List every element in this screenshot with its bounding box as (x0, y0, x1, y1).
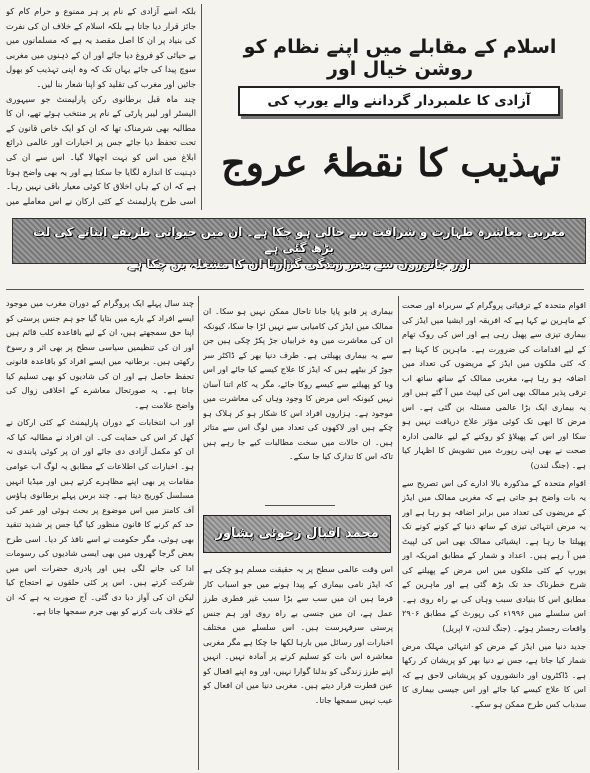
paragraph: چند ماہ قبل برطانوی رکن پارلیمنٹ جو سیہوری الیسٹر اور لیبر پارٹی کے نام پر منتخب ہوئے تھے، ان کا مطالبہ بھی شرمناک تھا کہ ان کو ایک خاص قانون کے تحت تحفظ دیا جائے جس پر اخبارات اور عالمی ذرائع ابلاغ میں اس کو بہت اچھالا گیا۔ اس سے ان کی ذہنیت کا اندازہ لگایا جا سکتا ہے اور یہ بھی واضح ہوتا ہے کہ ان کے ہاں اخلاق کا کوئی معیار باقی نہیں رہا۔ اسی طرح پارلیمنٹ کے کئی ارکان نے اس معاملے میں (6, 93, 196, 206)
headline-line1: اسلام کے مقابلے میں اپنے نظام کو روشن خیال اور (243, 36, 557, 80)
paragraph: اقوام متحدہ کے مذکورہ بالا ادارے کی اس تصریح سے یہ بات واضح ہو جاتی ہے کہ مغربی ممالک میں ایڈز کے مریضوں کی تعداد میں برابر اضافہ ہو رہا ہے اور یہ مرض انتہائی تیزی کے ساتھ دنیا کے کونے کونے تک پھیلتا جا رہا ہے۔ ایشیائی ممالک بھی اس کی لپیٹ میں آ رہے ہیں۔ اعداد و شمار کے مطابق امریکہ اور یورپ کے کئی ملکوں میں اس مرض کے پھیلنے کی شرح خطرناک حد تک بڑھ گئی ہے اور ماہرین کے مطابق اس کا بنیادی سبب وہاں کی بے راہ روی ہے۔ اس سلسلے میں ۱۹۹۶ء کی رپورٹ کے مطابق ۲۹۰۶ واقعات رجسٹر ہوئے۔ (جنگ لندن، ۷ اپریل) (402, 477, 586, 634)
paragraph: اور اب انتخابات کے دوران پارلیمنٹ کے کئی ارکان نے کھل کر اس کی حمایت کی۔ ان افراد نے مطالبہ کیا کہ ان کو مکمل آزادی دی جائے اور ان پر کوئی پابندی نہ ہو۔ اخبارات کی اطلاعات کے مطابق یہ لوگ اب عوامی مقامات پر بھی اپنے مظاہرے کرتے ہیں اور میڈیا انہیں مسلسل کوریج دیتا ہے۔ چند برس پہلے برطانوی ہاؤس آف کامنز میں اس موضوع پر بحث ہوئی اور عمر کی حد کم کرنے کا قانون منظور کیا گیا جس پر شدید تنقید بھی ہوئی، مگر حکومت نے اسے نافذ کر دیا۔ اسی طرح بعض گرجا گھروں میں بھی ایسی شادیوں کی رسومات ادا کی جانے لگی ہیں اور پادری حضرات اس میں شرکت کرتے ہیں۔ اس پر کئی حلقوں نے احتجاج کیا لیکن ان کی آواز دبا دی گئی۔ آج صورت یہ ہے کہ ان کے خلاف بات کرنے کو بھی جرم سمجھا جاتا ہے۔ (6, 417, 194, 617)
middle-column (203, 304, 393, 506)
paragraph: اس وقت عالمی سطح پر یہ حقیقت مسلم ہو چکی ہے کہ ایڈز نامی بیماری کے پیدا ہونے میں جو اسباب کار فرما ہیں ان میں سب سے بڑا سبب غیر فطری طرز عمل ہے، ان میں جنسی بے راہ روی اور ہم جنس پرستی سرفہرست ہیں۔ اس سلسلے میں مختلف اخبارات اور رسائل میں بارہا لکھا جا چکا ہے مگر مغربی معاشرہ اس بات کو تسلیم کرنے پر آمادہ نہیں۔ انہیں اپنے طرز زندگی کو بدلنا گوارا نہیں، اور وہ اپنے افعال کو عین فطرت قرار دیتے ہیں۔ مغربی دنیا میں ان افعال کو عیب نہیں سمجھا جاتا۔ (203, 564, 393, 705)
left-column (6, 296, 194, 770)
headline-main: تہذیب کا نقطۂ عروج (221, 140, 561, 185)
right-column (402, 298, 586, 770)
paragraph: جدید دنیا میں ایڈز کے مرض کو انتہائی مہلک مرض شمار کیا جاتا ہے، جس نے دنیا بھر کو پریشان کر رکھا ہے۔ ڈاکٹروں اور دانشوروں کو پریشانی لاحق ہے کہ اس کا علاج کیسے کیا جائے اور اس جیسی بیماری کا سدباب کس طرح ممکن ہو سکے۔ (402, 640, 586, 709)
byline-box (203, 515, 391, 553)
paragraph: بلکہ اسے آزادی کے نام پر ہر ممنوع و حرام کام کو جائز قرار دیا جاتا ہے بلکہ اسلام کے خلاف ان کی نفرت کی بنیاد پر ان کا اصل مقصد یہ ہے کہ مسلمانوں میں بے حیائی کو فروغ دیا جائے اور ان کے ذہنوں میں مغربی سوچ پیدا کی جائے یہاں تک کہ وہ اپنی تہذیب کو بھول جائیں اور مغرب کی تقلید کو اپنا شعار بنا لیں۔ (6, 6, 196, 89)
headline-line2: آزادی کا علمبردار گرداننے والے یورپ کی (238, 86, 560, 116)
paragraph: چند سال پہلے ایک پروگرام کے دوران مغرب میں موجود ایسے افراد کے بارے میں بتایا گیا جو ہم جنس پرستی کو اپنا حق سمجھتے ہیں، ان کے لیے باقاعدہ کلب قائم ہیں اور ان کی تنظیمیں سیاسی سطح پر بھی اثر و رسوخ رکھتی ہیں۔ برطانیہ میں ایسے افراد کو باقاعدہ قانونی تحفظ حاصل ہے اور ان کی شادیوں کو بھی تسلیم کیا جاتا ہے۔ یہ صورتحال معاشرے کے اخلاقی زوال کی واضح علامت ہے۔ (6, 298, 194, 410)
byline: محمد اقبال زخوئی پشاور (215, 526, 379, 541)
paragraph: بیماری پر قابو پایا جانا تاحال ممکن نہیں ہو سکا۔ ان ممالک میں ایڈز کی کامیابی سے نہیں لڑا جا سکا، کیونکہ ان کی معاشرت میں وہ خرابیاں جڑ پکڑ چکی ہیں جن سے یہ بیماری پھیلتی ہے۔ طرف دنیا بھر کے ڈاکٹر سر جوڑ کر بیٹھے ہیں کہ ایڈز کا علاج کیسے کیا جائے اور اس وبا کو پھیلنے سے کیسے روکا جائے، مگر یہ کام اتنا آسان نہیں کیونکہ اس مرض کا وجود وہاں کی معاشرت میں موجود ہے۔ ہزاروں افراد اس کا شکار ہو کر ہلاک ہو چکے ہیں اور لاکھوں کی تعداد میں لوگ اس سے متاثر ہیں۔ ان حالات میں سخت مطالبات کیے جا رہے ہیں تاکہ اس کا تدارک کیا جا سکے۔ (203, 306, 393, 462)
separator (265, 505, 335, 506)
banner (12, 218, 586, 271)
column-divider (398, 296, 399, 770)
banner-line2: اور جانوروں سے بدتر زندگی گزارنا ان کا مشغلہ بن چکا ہے (127, 257, 471, 271)
middle-bottom-column (203, 562, 393, 770)
banner-line1: مغربی معاشرہ طہارت و شرافت سے خالی ہو چکا ہے۔ ان میں حیوانی طریقے اپنانے کی لت بڑھ گئی ہے (33, 225, 565, 255)
column-divider (198, 296, 199, 770)
paragraph: اقوام متحدہ کے ترقیاتی پروگرام کے سربراہ اور صحت کے ماہرین نے کہا ہے کہ افریقہ اور ایشیا میں ایڈز کی بیماری تیزی سے پھیل رہی ہے اور اس کی روک تھام کے لیے اقدامات کی ضرورت ہے۔ ماہرین کا کہنا ہے کہ کئی ملکوں میں ایڈز کے مریضوں کی تعداد میں اضافہ ہو رہا ہے، مغربی ممالک کے ساتھ ساتھ اب ترقی پذیر ممالک بھی اس کی لپیٹ میں آ گئے ہیں اور یہ بیماری ایک بڑا عالمی مسئلہ بن گئی ہے۔ اس مرض کا ابھی تک کوئی مؤثر علاج دریافت نہیں ہو سکا اور اس کے پھیلاؤ کو روکنے کے لیے عالمی ادارہ صحت نے بھی اپنی رپورٹ میں تشویش کا اظہار کیا ہے۔ (جنگ لندن) (402, 300, 586, 471)
column-divider (201, 4, 202, 210)
section-divider (6, 289, 584, 290)
top-left-column (6, 4, 196, 210)
